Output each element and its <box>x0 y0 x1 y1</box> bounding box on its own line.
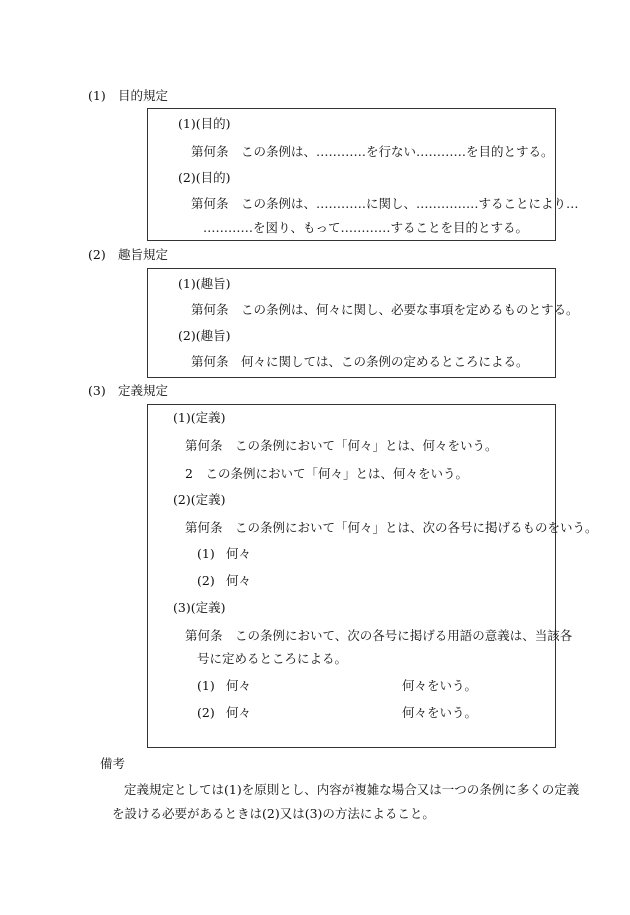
section-3-example-box <box>147 404 598 748</box>
item-number: (1) <box>197 678 215 693</box>
article-line: 第何条 何々に関しては、この条例の定めるところによる。 <box>191 354 529 369</box>
remarks-line: を設ける必要があるときは(2)又は(3)の方法によること。 <box>112 806 435 821</box>
article-line: 2 この条例において「何々」とは、何々をいう。 <box>185 466 468 481</box>
article-line: 第何条 この条例は、…………に関し、……………することにより… <box>191 196 579 211</box>
item-number: (2) <box>197 705 215 720</box>
article-line: 第何条 この条例は、…………を行ない…………を目的とする。 <box>191 144 554 159</box>
section-1-example-box <box>147 108 579 241</box>
article-line: 第何条 この条例において、次の各号に掲げる用語の意義は、当該各 <box>185 628 573 643</box>
remarks-line: 定義規定としては(1)を原則とし、内容が複雑な場合又は一つの条例に多くの定義 <box>124 782 580 797</box>
section-1-title: 目的規定 <box>118 88 169 103</box>
article-line: 第何条 この条例は、何々に関し、必要な事項を定めるものとする。 <box>191 302 579 317</box>
remarks-title: 備考 <box>100 756 126 771</box>
item-text: 何々 <box>226 573 252 588</box>
article-line: 第何条 この条例において「何々」とは、何々をいう。 <box>185 438 498 453</box>
example-label: (2)(定義) <box>173 492 226 507</box>
article-line: 第何条 この条例において「何々」とは、次の各号に掲げるものをいう。 <box>185 520 598 535</box>
example-label: (1)(趣旨) <box>178 276 231 291</box>
section-3-number: (3) <box>88 383 106 398</box>
item-definition: 何々をいう。 <box>402 705 478 720</box>
section-2-title: 趣旨規定 <box>118 247 169 262</box>
article-line: 号に定めるところによる。 <box>197 651 348 666</box>
example-label: (1)(定義) <box>173 410 226 425</box>
example-label: (1)(目的) <box>178 116 231 131</box>
example-label: (2)(趣旨) <box>178 328 231 343</box>
item-text: 何々 <box>226 546 252 561</box>
section-2-example-box <box>147 268 579 378</box>
section-1-number: (1) <box>88 88 106 103</box>
example-label: (2)(目的) <box>178 170 231 185</box>
section-2-number: (2) <box>88 247 106 262</box>
article-line: …………を図り、もって…………することを目的とする。 <box>203 220 529 235</box>
item-text: 何々 <box>226 678 252 693</box>
section-3-title: 定義規定 <box>118 383 169 398</box>
item-definition: 何々をいう。 <box>402 678 478 693</box>
item-number: (2) <box>197 573 215 588</box>
example-label: (3)(定義) <box>173 600 226 615</box>
item-text: 何々 <box>226 705 252 720</box>
item-number: (1) <box>197 546 215 561</box>
